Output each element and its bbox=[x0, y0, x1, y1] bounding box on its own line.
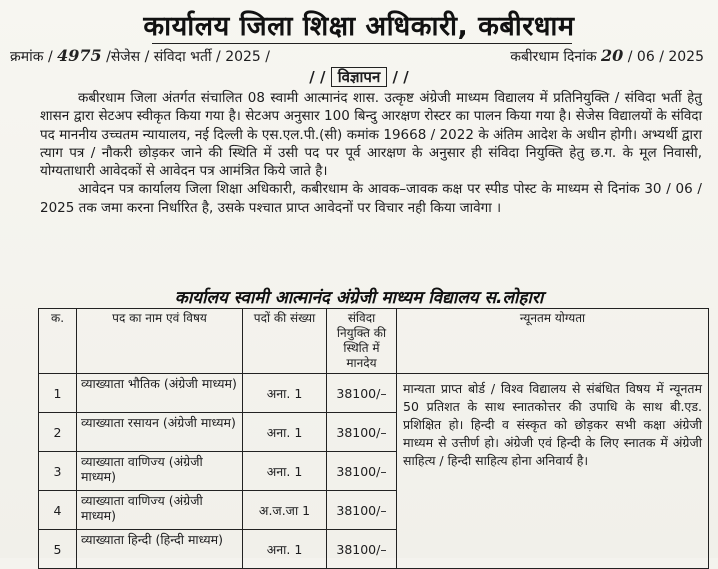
date-day-handwritten: 20 bbox=[601, 46, 624, 65]
reference-line bbox=[10, 46, 708, 68]
row-salary: 38100/– bbox=[327, 530, 397, 569]
notice-slashes-open: / / bbox=[309, 68, 326, 86]
notice-paragraph-1: कबीरधाम जिला अंतर्गत संचालित 08 स्वामी आत्मानंद शास. उत्कृष्ट अंग्रेजी माध्यम विद्यालय में प्रतिनियुक्ति / संविदा भर्ती हेतु शासन द्वारा सेटअप स्वीकृत किया गया है। सेटअप अनुसार 100 बिन्दु आरक्षण रोस्टर का पालन किया गया है। सेजेस विद्यालयों के संविदा पद माननीय उच्चतम न्यायालय, नई दिल्ली के एस.एल.पी.(सी) कमांक 19668 / 2022 के अंतिम आदेश के अधीन होगी। अभ्यर्थी द्वारा त्याग पत्र / नौकरी छोड़कर जाने की स्थिति में उसी पद पर पूर्व आरक्षण के अनुसार ही संविदा नियुक्ति हेतु छ.ग. के मूल निवासी, योग्यताधारी आवेदकों से आवेदन पत्र आमंत्रित किये जाते है। bbox=[40, 90, 702, 180]
notice-paragraph-2: आवेदन पत्र कार्यालय जिला शिक्षा अधिकारी, कबीरधाम के आवक–जावक कक्ष पर स्पीड पोस्ट के माध्यम से दिनांक 30 / 06 / 2025 तक जमा करना निर्धारित है, उसके पश्चात प्राप्त आवेदनों पर विचार नही किया जावेगा । bbox=[40, 181, 702, 216]
row-count: अना. 1 bbox=[243, 530, 327, 569]
header-sn: क. bbox=[39, 309, 77, 374]
qualification-cell: मान्यता प्राप्त बोर्ड / विश्व विद्यालय से संबंधित विषय में न्यूनतम 50 प्रतिशत के साथ स्नातकोत्तर की उपाधि के साथ बी.एड. प्रशिक्षित हो। हिन्दी व संस्कृत को छोड़कर सभी कक्षा अंग्रेजी माध्यम से उत्तीर्ण हो। अंग्रेजी एवं हिन्दी के लिए स्नातक में अंग्रेजी साहित्य / हिन्दी साहित्य होना अनिवार्य है। bbox=[397, 374, 709, 569]
row-post: व्याख्याता रसायन (अंग्रेजी माध्यम) bbox=[77, 413, 243, 452]
reference-date bbox=[510, 46, 704, 66]
row-count: अना. 1 bbox=[243, 374, 327, 413]
date-prefix: कबीरधाम दिनांक bbox=[510, 49, 597, 65]
row-sn: 4 bbox=[39, 491, 77, 530]
header-post: पद का नाम एवं विषय bbox=[77, 309, 243, 374]
date-rest: / 06 / 2025 bbox=[627, 49, 704, 65]
row-salary: 38100/– bbox=[327, 374, 397, 413]
row-count: अ.ज.जा 1 bbox=[243, 491, 327, 530]
row-salary: 38100/– bbox=[327, 491, 397, 530]
notice-title: विज्ञापन bbox=[331, 67, 388, 87]
table-row bbox=[39, 374, 709, 413]
table-header-row bbox=[39, 309, 709, 374]
row-sn: 2 bbox=[39, 413, 77, 452]
header-salary: संविदा नियुक्ति की स्थिति में मानदेय bbox=[327, 309, 397, 374]
posts-table bbox=[38, 308, 709, 569]
notice-body bbox=[40, 89, 702, 217]
row-sn: 1 bbox=[39, 374, 77, 413]
header-qualification: न्यूनतम योग्यता bbox=[397, 309, 709, 374]
ref-prefix: क्रमांक / bbox=[10, 49, 53, 65]
row-salary: 38100/– bbox=[327, 452, 397, 491]
notice-slashes-close: / / bbox=[392, 68, 409, 86]
row-count: अना. 1 bbox=[243, 452, 327, 491]
notice-heading bbox=[0, 67, 718, 87]
row-post: व्याख्याता वाणिज्य (अंग्रेजी माध्यम) bbox=[77, 491, 243, 530]
ref-number-handwritten: 4975 bbox=[57, 46, 102, 65]
row-salary: 38100/– bbox=[327, 413, 397, 452]
row-sn: 3 bbox=[39, 452, 77, 491]
ref-suffix: /सेजेस / संविदा भर्ती / 2025 / bbox=[106, 49, 271, 65]
row-sn: 5 bbox=[39, 530, 77, 569]
school-title: कार्यालय स्वामी आत्मानंद अंग्रेजी माध्यम विद्यालय स.लोहारा bbox=[174, 288, 544, 308]
title-underline bbox=[152, 43, 572, 44]
row-post: व्याख्याता भौतिक (अंग्रेजी माध्यम) bbox=[77, 374, 243, 413]
row-post: व्याख्याता हिन्दी (हिन्दी माध्यम) bbox=[77, 530, 243, 569]
office-title: कार्यालय जिला शिक्षा अधिकारी, कबीरधाम bbox=[143, 11, 575, 42]
header-count: पदों की संख्या bbox=[243, 309, 327, 374]
reference-number bbox=[10, 46, 270, 66]
row-post: व्याख्याता वाणिज्य (अंग्रेजी माध्यम) bbox=[77, 452, 243, 491]
row-count: अना. 1 bbox=[243, 413, 327, 452]
